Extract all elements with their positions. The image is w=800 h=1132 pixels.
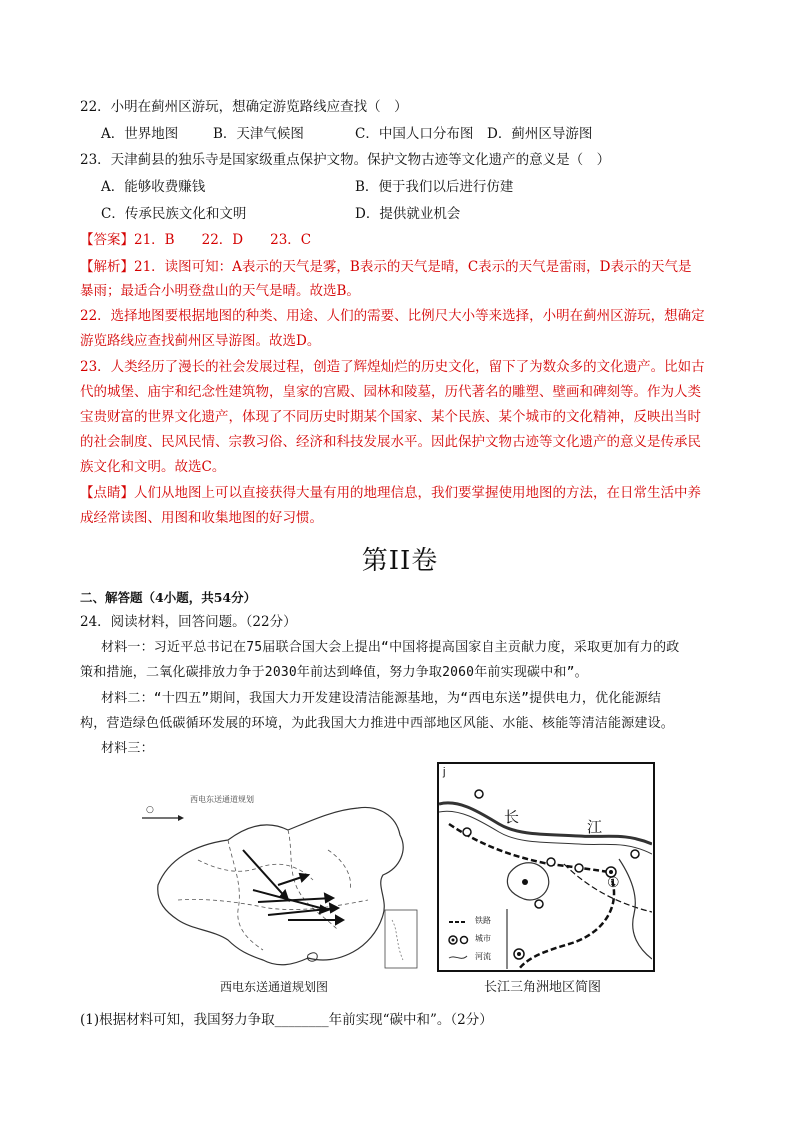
yangtze-delta-map [437, 762, 655, 972]
analysis-line-5: 23．人类经历了漫长的社会发展过程，创造了辉煌灿烂的历史文化，留下了为数众多的文化遗产。比如古 [80, 359, 705, 375]
tip-line-2: 成经常读图、用图和收集地图的好习惯。 [80, 510, 323, 526]
china-map-legend-label: 西电东送通道规划 [190, 795, 254, 804]
q23-option-c: C．传承民族文化和文明 [101, 206, 247, 222]
analysis-line-2: 暴雨；最适合小明登盘山的天气是晴。故选B。 [80, 283, 360, 299]
analysis-line-9: 族文化和文明。故选C。 [80, 459, 226, 475]
q23-option-b: B．便于我们以后进行仿建 [355, 179, 514, 195]
volume-title: 第II卷 [361, 546, 439, 576]
q22-option-b: B．天津气候图 [213, 126, 304, 142]
yangtze-map-caption: 长江三角洲地区简图 [484, 979, 602, 994]
yangtze-delta-graphic [439, 764, 652, 969]
q24-sub1: (1)根据材料可知，我国努力争取________年前实现“碳中和”。（2分） [80, 1012, 493, 1028]
q23-option-a: A．能够收费赚钱 [101, 179, 206, 195]
q24-stem: 24．阅读材料，回答问题。（22分） [80, 614, 297, 630]
map-marker-1: ① [607, 874, 620, 890]
section-heading: 二、解答题（4小题，共54分） [80, 590, 257, 605]
legend-river: 河流 [475, 952, 491, 961]
china-map-caption: 西电东送通道规划图 [220, 980, 329, 994]
analysis-line-1: 【解析】21．读图可知：A表示的天气是雾，B表示的天气是晴，C表示的天气是雷雨，D表示的天气是 [80, 259, 692, 275]
answer-line: 【答案】21．B 22．D 23．C [80, 232, 312, 248]
material-2-line-2: 构，营造绿色低碳循环发展的环境，为此我国大力推进中西部地区风能、水能、核能等清洁能源建设。 [80, 716, 675, 731]
analysis-line-3: 22．选择地图要根据地图的种类、用途、人们的需要、比例尺大小等来选择，小明在蓟州区游玩，想确定 [80, 308, 705, 324]
analysis-line-7: 宝贵财富的世界文化遗产，体现了不同历史时期某个国家、某个民族、某个城市的文化精神，反映出当时 [80, 409, 701, 425]
material-2-line-1: 材料二：“十四五”期间，我国大力开发建设清洁能源基地，为“西电东送”提供电力，优化能源结 [101, 691, 662, 706]
material-1-line-1: 材料一：习近平总书记在75届联合国大会上提出“中国将提高国家自主贡献力度，采取更加有力的政 [101, 640, 680, 655]
legend-railway: 铁路 [475, 916, 491, 925]
tip-line-1: 【点睛】人们从地图上可以直接获得大量有用的地理信息，我们要掌握使用地图的方法，在日常生活中养 [80, 485, 701, 501]
material-3-label: 材料三： [101, 741, 154, 756]
legend-city: 城市 [475, 934, 491, 943]
q23-stem: 23．天津蓟县的独乐寺是国家级重点保护文物。保护文物古迹等文化遗产的意义是（ ） [80, 152, 611, 168]
q22-option-a: A．世界地图 [101, 126, 179, 142]
q23-option-d: D．提供就业机会 [355, 206, 461, 222]
q22-option-c: C．中国人口分布图 [355, 126, 474, 142]
analysis-line-8: 的社会制度、民风民情、宗教习俗、经济和科技发展水平。因此保护文物古迹等文化遗产的意义是传承民 [80, 434, 701, 450]
q22-option-d: D．蓟州区导游图 [487, 126, 593, 142]
analysis-line-6: 代的城堡、庙宇和纪念性建筑物，皇家的宫殿、园林和陵墓，历代著名的雕塑、壁画和碑刻等。作为人类 [80, 384, 701, 400]
q22-stem: 22．小明在蓟州区游玩，想确定游览路线应查找（ ） [80, 99, 408, 115]
analysis-line-4: 游览路线应查找蓟州区导游图。故选D。 [80, 333, 321, 349]
yangtze-river-label-1: 长 [504, 809, 520, 826]
china-outline-graphic [138, 790, 438, 980]
china-power-map [138, 790, 438, 980]
svg-text:○: ○ [146, 805, 154, 815]
material-1-line-2: 策和措施，二氧化碳排放力争于2030年前达到峰值，努力争取2060年前实现碳中和”。 [80, 665, 588, 680]
yangtze-map-corner-label: j [443, 766, 446, 778]
yangtze-river-label-2: 江 [587, 819, 603, 836]
